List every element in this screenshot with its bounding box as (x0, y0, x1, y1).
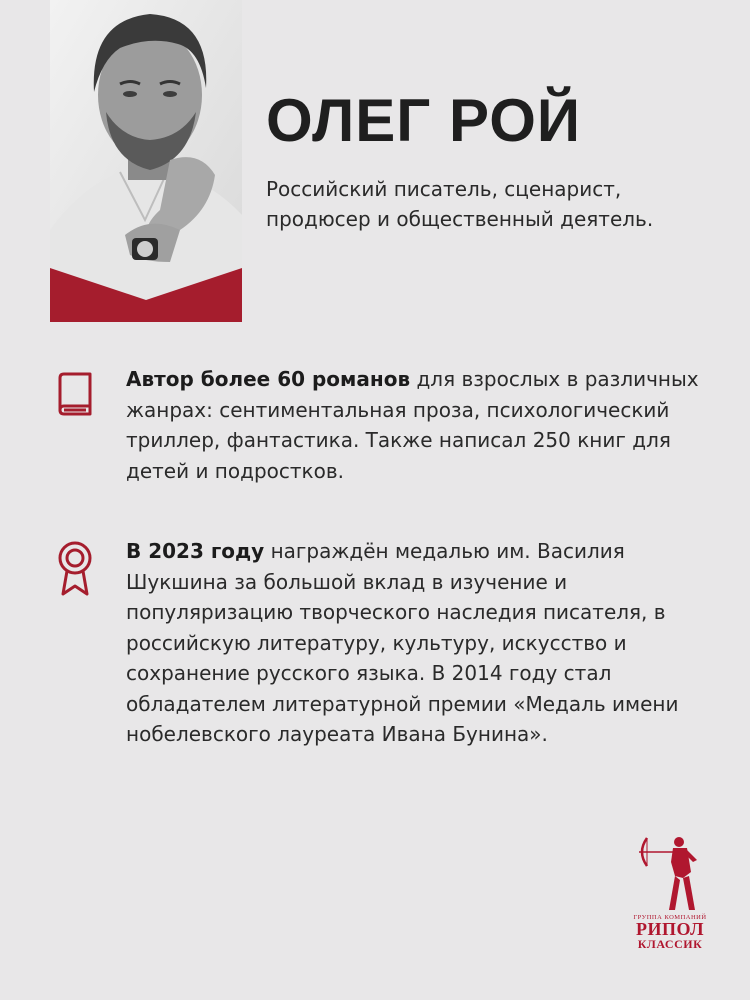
archer-icon (635, 832, 705, 912)
author-name: ОЛЕГ РОЙ (266, 87, 582, 154)
logo-subtitle: КЛАССИК (637, 937, 703, 951)
author-description: Российский писатель, сценарист, продюсер и общественный деятель. (266, 177, 654, 231)
section-novels (126, 364, 716, 486)
logo-group-text: ГРУППА КОМПАНИЙ (633, 914, 707, 921)
section-awards (126, 536, 716, 750)
medal-icon (55, 540, 95, 596)
section-lead: Автор более 60 романов (126, 367, 411, 391)
author-portrait (50, 0, 242, 322)
book-icon (56, 372, 94, 416)
section-lead: В 2023 году (126, 539, 265, 563)
ripol-classic-logo (628, 832, 712, 962)
logo-title: РИПОЛ (635, 919, 704, 939)
section-text: для взрослых в различных жанрах: сентиментальная проза, психологический триллер, фантастика. Также написал 250 книг для детей и подростков. (126, 367, 699, 483)
section-text: награждён медалью им. Василия Шукшина за большой вклад в изучение и популяризацию творческого наследия писателя, в российскую литературу, культуру, искусство и сохранение русского языка. В 2014 году стал обладателем литературной премии «Медаль имени нобелевского лауреата Ивана Бунина». (126, 539, 679, 746)
